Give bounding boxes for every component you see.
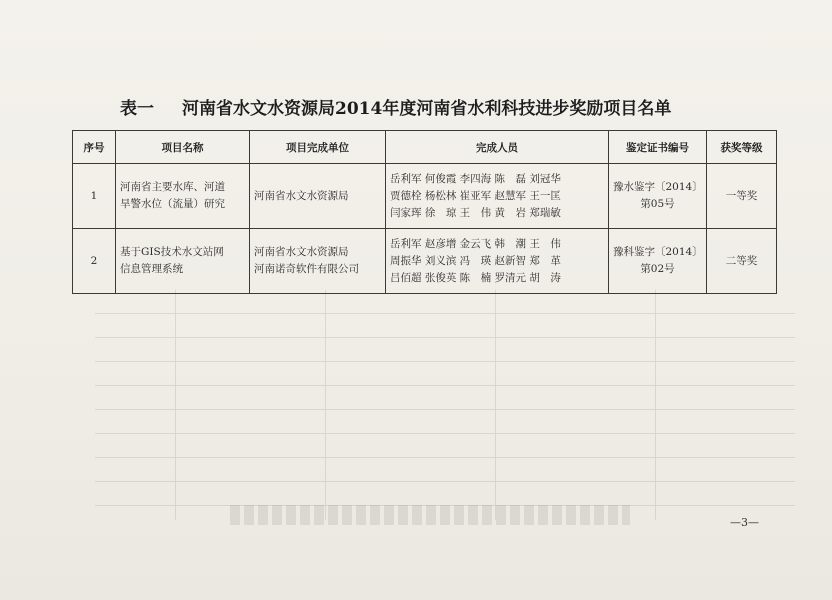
cell-award-level: 二等奖 — [707, 229, 777, 294]
cell-award-level: 一等奖 — [707, 164, 777, 229]
table-row — [73, 229, 777, 294]
cell-people — [386, 164, 609, 229]
unit-line: 河南省水文水资源局 — [254, 189, 349, 202]
cert-line: 豫水鉴字〔2014〕 — [613, 181, 703, 193]
show-through-text — [230, 505, 630, 525]
people-line: 闫家珲 徐 琼 王 伟 黄 岩 郑瑞敏 — [390, 206, 561, 219]
project-name-line: 河南省主要水库、河道 — [120, 181, 225, 193]
cell-seq: 1 — [73, 164, 116, 229]
project-name-line: 基于GIS技术水文站网 — [120, 246, 224, 258]
cell-people — [386, 229, 609, 294]
cell-cert-number — [609, 229, 707, 294]
table-header-row — [73, 131, 777, 164]
cell-unit — [250, 164, 386, 229]
cell-project-name — [116, 229, 250, 294]
people-line: 岳利军 赵彦增 金云飞 韩 潮 王 伟 — [390, 237, 561, 250]
cell-unit — [250, 229, 386, 294]
header-award-level: 获奖等级 — [707, 131, 777, 164]
people-line: 周振华 刘义滨 冯 瑛 赵新智 郑 革 — [390, 254, 561, 267]
title-prefix: 表一 — [120, 99, 154, 119]
show-through-mark — [62, 50, 92, 60]
header-seq: 序号 — [73, 131, 116, 164]
people-line: 吕佰超 张俊英 陈 楠 罗清元 胡 涛 — [390, 271, 561, 284]
project-name-line: 旱警水位（流量）研究 — [120, 198, 225, 210]
project-name-line: 信息管理系统 — [120, 263, 183, 275]
show-through-table-lines — [95, 290, 795, 520]
cell-seq: 2 — [73, 229, 116, 294]
table-row — [73, 164, 777, 229]
unit-line: 河南诺奇软件有限公司 — [254, 263, 359, 275]
awards-table — [72, 130, 777, 294]
header-cert-number: 鉴定证书编号 — [609, 131, 707, 164]
cert-line: 豫科鉴字〔2014〕 — [613, 246, 703, 258]
cell-cert-number — [609, 164, 707, 229]
cert-line: 第05号 — [640, 198, 675, 210]
header-people: 完成人员 — [386, 131, 609, 164]
title-text: 河南省水文水资源局2014年度河南省水利科技进步奖励项目名单 — [182, 99, 672, 119]
header-unit: 项目完成单位 — [250, 131, 386, 164]
document-title — [120, 94, 760, 119]
cert-line: 第02号 — [640, 263, 675, 275]
people-line: 岳利军 何俊霞 李四海 陈 磊 刘冠华 — [390, 172, 561, 185]
people-line: 贾德栓 杨松林 崔亚军 赵慧军 王一匡 — [390, 189, 561, 202]
page-number: —3— — [730, 516, 759, 529]
header-project-name: 项目名称 — [116, 131, 250, 164]
unit-line: 河南省水文水资源局 — [254, 246, 349, 258]
cell-project-name — [116, 164, 250, 229]
